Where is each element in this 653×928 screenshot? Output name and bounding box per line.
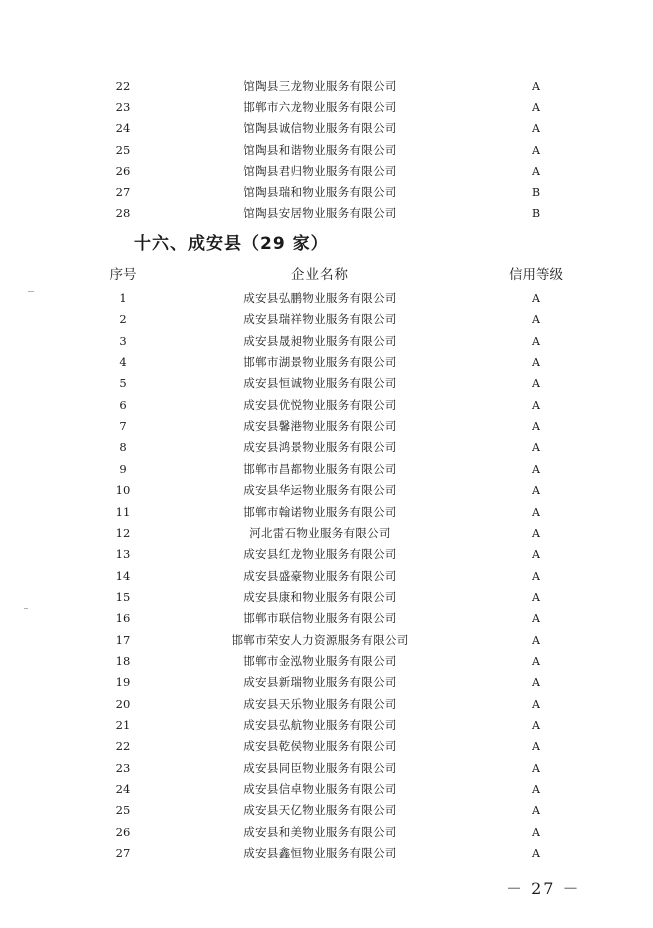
credit-grade: A [532,80,540,93]
table-row [0,822,653,843]
company-name: 邯郸市翰诺物业服务有限公司 [243,504,397,519]
company-name: 成安县同臣物业服务有限公司 [243,760,397,775]
serial-number: 24 [115,121,131,136]
table-row [0,608,653,629]
company-name: 馆陶县君归物业服务有限公司 [243,163,397,178]
scan-mark [28,291,34,292]
table-row [0,758,653,779]
credit-grade: A [532,143,540,157]
table-row [0,309,653,330]
credit-grade: A [532,612,540,626]
serial-number: 28 [115,206,131,221]
table-row [0,715,653,736]
company-name: 成安县乾侯物业服务有限公司 [243,739,397,754]
serial-number: 6 [119,397,127,412]
company-name: 成安县天亿物业服务有限公司 [243,803,397,818]
table-row [0,587,653,608]
credit-grade: A [532,526,540,540]
credit-grade: A [532,101,540,115]
company-name: 成安县恒诚物业服务有限公司 [243,376,397,391]
credit-grade: A [532,441,540,455]
credit-grade: A [532,697,540,711]
serial-number: 10 [115,483,131,498]
table-row [0,97,653,118]
page-number: － 27 － [506,879,581,898]
section-title: 十六、成安县（29 家） [134,234,329,254]
serial-number: 16 [115,611,131,626]
credit-grade: A [532,313,540,327]
company-name: 河北雷石物业服务有限公司 [249,525,391,540]
table-row [0,779,653,800]
company-name: 成安县康和物业服务有限公司 [243,589,397,604]
company-name: 成安县弘鹏物业服务有限公司 [243,291,397,305]
serial-number: 13 [115,547,131,562]
credit-grade: A [532,462,540,476]
table-row [0,437,653,458]
company-name: 成安县红龙物业服务有限公司 [243,547,397,562]
company-name: 馆陶县瑞和物业服务有限公司 [243,185,397,199]
table-row [0,843,653,864]
header-credit-grade: 信用等级 [509,267,563,283]
serial-number: 21 [115,718,131,732]
credit-grade: B [531,207,541,221]
company-name: 成安县盛豪物业服务有限公司 [243,568,397,583]
credit-grade: A [532,377,540,391]
serial-number: 18 [115,653,131,668]
serial-number: 14 [115,568,131,583]
scan-mark [24,608,28,609]
credit-grade: A [532,590,540,604]
table-row [0,651,653,672]
table-row [0,373,653,394]
table-row [0,203,653,224]
credit-grade: A [532,804,540,818]
table-row [0,288,653,309]
table-row [0,352,653,373]
table-row [0,76,653,97]
serial-number: 19 [115,675,131,690]
company-name: 成安县馨港物业服务有限公司 [243,419,397,434]
serial-number: 23 [115,100,131,115]
credit-grade: A [532,633,540,647]
serial-number: 24 [115,782,131,797]
table-row [0,182,653,203]
serial-number: 25 [115,803,131,818]
serial-number: 22 [115,79,131,93]
company-name: 邯郸市荣安人力资源服务有限公司 [231,632,409,647]
serial-number: 27 [115,846,131,861]
table-row [0,502,653,523]
table-row [0,523,653,544]
company-name: 邯郸市六龙物业服务有限公司 [243,100,397,115]
company-name: 成安县华运物业服务有限公司 [243,483,397,498]
company-name: 成安县晟昶物业服务有限公司 [243,333,397,348]
credit-grade: A [532,292,540,305]
serial-number: 23 [115,760,131,775]
company-name: 馆陶县诚信物业服务有限公司 [243,121,397,136]
serial-number: 7 [119,419,127,434]
table-row [0,544,653,565]
serial-number: 20 [115,696,131,711]
table-row [0,800,653,821]
serial-number: 11 [115,504,131,519]
company-name: 邯郸市湖景物业服务有限公司 [243,355,397,370]
serial-number: 15 [115,589,131,604]
credit-grade: A [532,484,540,498]
table-row [0,118,653,139]
serial-number: 8 [119,440,127,455]
table-row [0,459,653,480]
credit-grade: A [532,548,540,562]
serial-number: 26 [115,824,131,839]
serial-number: 22 [115,739,131,754]
table-row [0,140,653,161]
company-name: 馆陶县三龙物业服务有限公司 [243,79,397,93]
company-name: 成安县弘航物业服务有限公司 [243,718,397,732]
credit-grade: A [532,847,540,861]
table-row [0,161,653,182]
table-row [0,480,653,501]
credit-grade: A [532,356,540,370]
table-row [0,331,653,352]
header-company-name: 企业名称 [291,267,349,283]
serial-number: 3 [119,333,127,348]
company-name: 馆陶县安居物业服务有限公司 [243,206,397,221]
company-name: 邯郸市金泓物业服务有限公司 [243,653,397,668]
serial-number: 27 [115,185,131,199]
serial-number: 1 [119,291,127,305]
credit-grade: A [532,761,540,775]
company-name: 成安县信卓物业服务有限公司 [243,782,397,797]
table-row [0,395,653,416]
credit-grade: A [532,783,540,797]
company-name: 成安县和美物业服务有限公司 [243,824,397,839]
header-serial-number: 序号 [109,267,137,283]
company-name: 馆陶县和谐物业服务有限公司 [243,142,397,157]
company-name: 成安县瑞祥物业服务有限公司 [243,312,397,327]
credit-grade: A [532,719,540,732]
credit-grade: B [531,186,541,199]
company-name: 成安县新瑞物业服务有限公司 [243,675,397,690]
serial-number: 12 [115,525,131,540]
table-row [0,566,653,587]
serial-number: 26 [115,163,131,178]
credit-grade: A [532,676,540,690]
company-name: 成安县天乐物业服务有限公司 [243,696,397,711]
credit-grade: A [532,164,540,178]
serial-number: 5 [119,376,127,391]
credit-grade: A [532,420,540,434]
company-name: 邯郸市昌都物业服务有限公司 [243,461,397,476]
company-name: 邯郸市联信物业服务有限公司 [243,611,397,626]
company-name: 成安县鑫恒物业服务有限公司 [243,846,397,861]
credit-grade: A [532,654,540,668]
credit-grade: A [532,122,540,136]
credit-grade: A [532,569,540,583]
credit-grade: A [532,505,540,519]
serial-number: 17 [115,632,131,647]
table-row [0,672,653,693]
table-row [0,630,653,651]
credit-grade: A [532,825,540,839]
serial-number: 2 [119,312,127,327]
table-row [0,694,653,715]
serial-number: 25 [115,142,131,157]
credit-grade: A [532,740,540,754]
company-name: 成安县优悦物业服务有限公司 [243,397,397,412]
credit-grade: A [532,398,540,412]
table-row [0,736,653,757]
table-row [0,416,653,437]
credit-grade: A [532,334,540,348]
serial-number: 4 [119,355,127,370]
company-name: 成安县鸿景物业服务有限公司 [243,440,397,455]
serial-number: 9 [119,461,127,476]
